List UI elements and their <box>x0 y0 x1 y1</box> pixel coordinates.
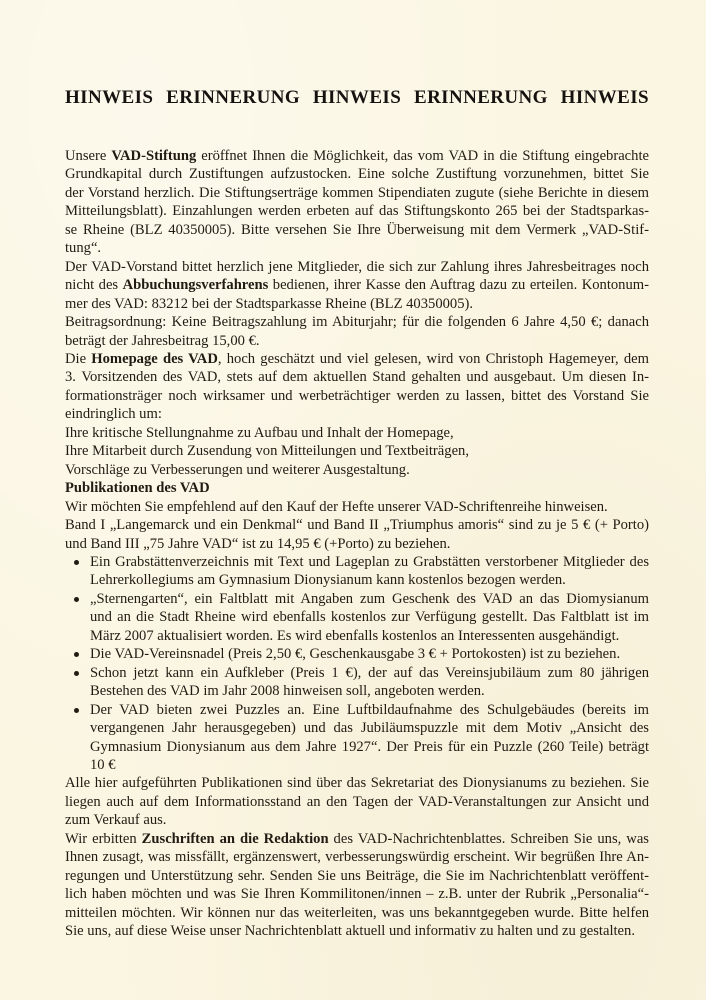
bullet-icon <box>74 652 79 657</box>
text-line <box>65 276 649 294</box>
text-line <box>65 313 649 331</box>
bullet-item <box>65 664 649 701</box>
text-segment: eindringlich um: <box>65 406 162 423</box>
text-line <box>65 184 649 202</box>
text-line <box>90 664 649 682</box>
text-line <box>65 811 649 829</box>
bold-text: Zuschriften an die Redaktion <box>141 830 329 847</box>
text-segment: Wir erbitten <box>65 830 142 847</box>
paragraph <box>65 313 649 350</box>
text-segment: 10 € <box>90 756 116 773</box>
text-segment: mitteilen möchten. Wir können nur das weiterleiten, was uns bekanntgegeben wurde. Bitte helfen <box>65 904 649 921</box>
text-segment: Sie uns, auf diese Weise unser Nachrichtenblatt aktuell und informativ zu halten und zu gestalten. <box>65 923 635 940</box>
text-segment: , hoch geschätzt und viel gelesen, wird von Christoph Hagemeyer, dem <box>217 350 649 367</box>
text-segment: Grundkapital durch Zustiftungen aufzustocken. Eine solche Zustiftung vorzunehmen, bittet Sie <box>65 166 649 183</box>
text-line <box>65 387 649 405</box>
text-segment: Alle hier aufgeführten Publikationen sind über das Sekretariat des Dionysianums zu beziehen. Sie <box>65 775 649 792</box>
text-segment: mer des VAD: 83212 bei der Stadtsparkasse Rheine (BLZ 40350005). <box>65 295 474 312</box>
paragraph <box>65 498 649 516</box>
text-line <box>65 295 649 313</box>
text-line <box>65 885 649 903</box>
text-segment: des VAD-Nachrichtenblattes. Schreiben Sie uns, was <box>328 830 649 847</box>
bold-text: Publikationen des VAD <box>65 480 210 497</box>
text-segment: Wir möchten Sie empfehlend auf den Kauf der Hefte unserer VAD-Schriftenreihe hinweisen. <box>65 498 608 515</box>
text-line <box>90 738 649 756</box>
bullet-icon <box>74 597 79 602</box>
text-segment: und Band III „75 Jahre VAD“ ist zu 14,95 € (+Porto) zu beziehen. <box>65 535 451 552</box>
text-line <box>90 719 649 737</box>
paragraph <box>65 147 649 258</box>
paragraph <box>65 479 649 497</box>
text-segment: Vorschläge zu Verbesserungen und weiterer Ausgestaltung. <box>65 461 410 478</box>
text-line <box>90 701 649 719</box>
bold-text: VAD-Stiftung <box>111 148 197 164</box>
text-line <box>90 756 649 774</box>
text-segment: Ihre kritische Stellungnahme zu Aufbau und Inhalt der Homepage, <box>65 424 454 441</box>
bullet-icon <box>74 708 79 713</box>
text-segment: beträgt der Jahresbeitrag 15,00 €. <box>65 332 260 349</box>
text-line <box>65 922 649 940</box>
text-segment: vergangenen Jahr herausgegeben) und das Jubiläumspuzzle mit dem Motiv „Ansicht des <box>90 720 649 737</box>
text-segment: zum Verkauf aus. <box>65 812 167 829</box>
page-title: HINWEIS ERINNERUNG HINWEIS ERINNERUNG HINWEIS <box>65 87 649 108</box>
paragraph <box>65 774 649 829</box>
text-line <box>65 535 649 553</box>
text-line <box>65 904 649 922</box>
text-segment: Schon jetzt kann ein Aufkleber (Preis 1 €), der auf das Vereinsjubiläum zum 80 jährigen <box>90 664 649 681</box>
text-line <box>65 793 649 811</box>
text-line <box>65 867 649 885</box>
text-line <box>90 553 649 571</box>
text-line <box>65 516 649 534</box>
text-line <box>65 202 649 220</box>
text-segment: Ein Grabstättenverzeichnis mit Text und Lageplan zu Grabstätten verstorbener Mitglieder des <box>90 553 649 570</box>
text-segment: liegen auch auf dem Informationsstand an den Tagen der VAD-Veranstaltungen zur Ansicht und <box>65 793 649 810</box>
text-line <box>65 830 649 848</box>
text-segment: Der VAD-Vorstand bittet herzlich jene Mitglieder, die sich zur Zahlung ihres Jahresbeitrages noch <box>65 258 649 275</box>
bold-text: Homepage des VAD <box>91 350 218 367</box>
text-segment: Gymnasium Dionysianum aus dem Jahre 1927“. Der Preis für ein Puzzle (260 Teile) beträgt <box>90 738 649 755</box>
text-segment: nicht des <box>65 277 123 294</box>
text-line <box>65 332 649 350</box>
text-segment: regungen und Unterstützung sehr. Senden Sie uns Beiträge, die Sie im Nachrichtenblatt veröffent- <box>65 867 649 884</box>
text-segment: bedienen, ihrer Kasse den Auftrag dazu zu erteilen. Kontonum- <box>268 277 649 294</box>
text-line <box>65 239 649 257</box>
text-line <box>65 368 649 386</box>
text-line <box>65 498 649 516</box>
text-line <box>65 221 649 239</box>
text-segment: Lehrerkollegiums am Gymnasium Dionysianum kann kostenlos bezogen werden. <box>90 572 566 589</box>
text-line <box>65 442 649 460</box>
text-line <box>90 590 649 608</box>
text-segment: formationsträger noch wirksamer und werbeträchtiger werden zu lassen, bittet des Vorstand Sie <box>65 387 649 404</box>
text-line <box>90 682 649 700</box>
text-line <box>65 147 649 165</box>
paragraph <box>65 461 649 479</box>
text-line <box>90 571 649 589</box>
text-segment: Die VAD-Vereinsnadel (Preis 2,50 €, Geschenkausgabe 3 € + Portokosten) ist zu beziehen. <box>90 646 621 663</box>
text-segment: Der VAD bieten zwei Puzzles an. Eine Luftbildaufnahme des Schulgebäudes (bereits im <box>90 701 649 718</box>
text-segment: der Vorstand herzlich. Die Stiftungserträge kommen Stipendiaten zugute (siehe Berichte in diesem <box>65 184 649 201</box>
text-segment: und an die Stadt Rheine wird ebenfalls kostenlos zur Verfügung gestellt. Das Faltblatt ist im <box>90 609 649 626</box>
paragraph <box>65 350 649 424</box>
bold-text: Abbuchungsverfahrens <box>122 277 269 294</box>
text-segment: Die <box>65 350 92 367</box>
paragraph <box>65 424 649 442</box>
text-segment: Ihre Mitarbeit durch Zusendung von Mitteilungen und Textbeiträgen, <box>65 443 469 460</box>
text-line <box>65 165 649 183</box>
bullet-icon <box>74 560 79 565</box>
text-segment: lich haben möchten und was Sie Ihren Kommilitonen/innen – z.B. unter der Rubrik „Personalia“- <box>65 886 649 903</box>
text-segment: Band I „Langemarck und ein Denkmal“ und Band II „Triumphus amoris“ sind zu je 5 € (+ Porto) <box>65 517 649 534</box>
text-line <box>65 774 649 792</box>
text-segment: Bestehen des VAD im Jahr 2008 hinweisen soll, angeboten werden. <box>90 683 485 700</box>
text-line <box>65 258 649 276</box>
text-segment: tung“. <box>65 240 102 257</box>
text-segment: Ihnen zusagt, was missfällt, ergänzenswert, verbesserungswürdig erscheint. Wir begrüßen Ihre An- <box>65 849 649 866</box>
text-segment: Beitragsordnung: Keine Beitragszahlung im Abiturjahr; für die folgenden 6 Jahre 4,50 €; danach <box>65 314 649 331</box>
text-segment: Unsere <box>65 148 112 164</box>
text-line <box>65 424 649 442</box>
bullet-item <box>65 553 649 590</box>
text-line <box>65 461 649 479</box>
text-line <box>65 479 649 497</box>
paragraph <box>65 830 649 941</box>
text-segment: Mitteilungsblatt). Einzahlungen werden erbeten auf das Stiftungskonto 265 bei der Stadtsparkas- <box>65 203 649 220</box>
text-segment: 3. Vorsitzenden des VAD, stets auf dem aktuellen Stand gehalten und ausgebaut. Um diesen In- <box>65 369 649 386</box>
text-line <box>90 627 649 645</box>
text-line <box>65 848 649 866</box>
bullet-item <box>65 701 649 775</box>
text-line <box>65 350 649 368</box>
text-segment: eröffnet Ihnen die Möglichkeit, das vom VAD in die Stiftung eingebrachte <box>196 148 649 164</box>
bullet-icon <box>74 671 79 676</box>
text-body <box>65 147 649 940</box>
bullet-item <box>65 590 649 645</box>
text-segment: März 2007 aktualisiert worden. Es wird ebenfalls kostenlos an Interessenten ausgehändigt. <box>90 627 620 644</box>
bullet-item <box>65 645 649 663</box>
text-line <box>65 405 649 423</box>
paragraph <box>65 516 649 553</box>
text-segment: „Sternengarten“, ein Faltblatt mit Angaben zum Geschenk des VAD an das Diomysianum <box>90 590 649 607</box>
text-line <box>90 645 649 663</box>
text-segment: se Rheine (BLZ 40350005). Bitte versehen Sie Ihre Überweisung mit dem Vermerk „VAD-Stif- <box>65 221 649 238</box>
paragraph <box>65 442 649 460</box>
paragraph <box>65 258 649 313</box>
text-line <box>90 608 649 626</box>
